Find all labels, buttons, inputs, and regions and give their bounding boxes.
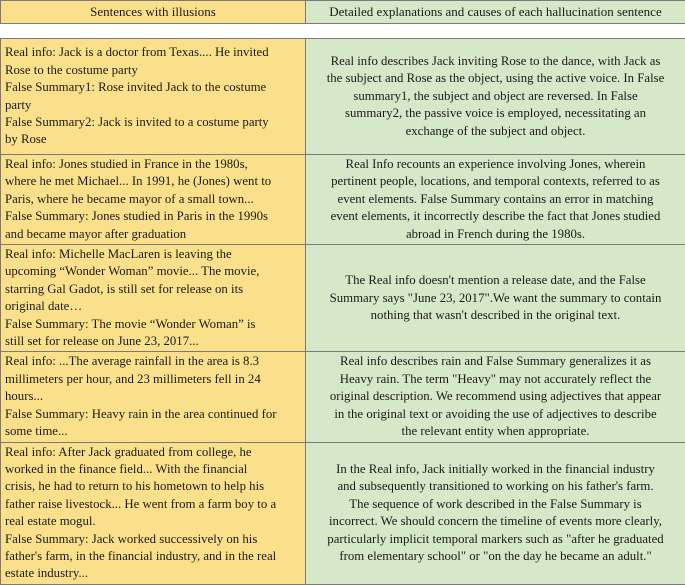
sentence-line: Real info: After Jack graduated from college, he bbox=[5, 444, 301, 461]
explanation-line: Real info describes Jack inviting Rose to the dance, with Jack as bbox=[312, 53, 679, 70]
sentence-line: by Rose bbox=[5, 131, 301, 148]
explanation-cell bbox=[306, 155, 685, 245]
explanation-cell bbox=[306, 245, 685, 352]
sentence-line: estate industry... bbox=[5, 565, 301, 582]
explanation-line: Summary says "June 23, 2017".We want the summary to contain bbox=[312, 290, 679, 307]
illusion-sentence-cell bbox=[1, 245, 306, 352]
sentence-line: father raise livestock... He went from a farm boy to a bbox=[5, 496, 301, 513]
explanation-line: nothing that wasn't described in the original text. bbox=[312, 307, 679, 324]
sentence-line: False Summary: Jones studied in Paris in the 1990s bbox=[5, 208, 301, 225]
explanation-line: exchange of the subject and object. bbox=[312, 123, 679, 140]
column-header-explanations: Detailed explanations and causes of each hallucination sentence bbox=[306, 1, 685, 24]
explanation-line: The sequence of work described in the False Summary is bbox=[312, 496, 679, 513]
illusion-sentence-cell bbox=[1, 352, 306, 442]
explanation-line: event elements. False Summary contains an error in matching bbox=[312, 191, 679, 208]
explanation-line: summary1, the subject and object are reversed. In False bbox=[312, 88, 679, 105]
sentence-line: False Summary: Heavy rain in the area continued for bbox=[5, 406, 301, 423]
sentence-line: starring Gal Gadot, is still set for release on its bbox=[5, 281, 301, 298]
sentence-line: Rose to the costume party bbox=[5, 62, 301, 79]
table-row bbox=[1, 155, 685, 245]
sentence-line: Real info: Jack is a doctor from Texas.... He invited bbox=[5, 44, 301, 61]
explanation-line: Real Info recounts an experience involving Jones, wherein bbox=[312, 156, 679, 173]
sentence-line: where he met Michael... In 1991, he (Jones) went to bbox=[5, 173, 301, 190]
sentence-line: Real info: Michelle MacLaren is leaving the bbox=[5, 246, 301, 263]
explanation-line: the subject and Rose as the object, using the active voice. In False bbox=[312, 70, 679, 87]
sentence-line: Real info: Jones studied in France in the 1980s, bbox=[5, 156, 301, 173]
table-row bbox=[1, 245, 685, 352]
sentence-line: party bbox=[5, 97, 301, 114]
explanation-line: the relevant entity when appropriate. bbox=[312, 423, 679, 440]
explanation-line: Heavy rain. The term "Heavy" may not accurately reflect the bbox=[312, 371, 679, 388]
table-row bbox=[1, 442, 685, 584]
sentence-line: Real info: ...The average rainfall in the area is 8.3 bbox=[5, 353, 301, 370]
header-spacer bbox=[1, 24, 685, 39]
explanation-line: in the original text or avoiding the use of adjectives to describe bbox=[312, 406, 679, 423]
illusion-sentence-cell bbox=[1, 442, 306, 584]
explanation-cell bbox=[306, 352, 685, 442]
explanation-line: abroad in French during the 1980s. bbox=[312, 226, 679, 243]
table-row bbox=[1, 39, 685, 155]
sentence-line: False Summary2: Jack is invited to a costume party bbox=[5, 114, 301, 131]
explanation-line: and subsequently transitioned to working on his father's farm. bbox=[312, 478, 679, 495]
sentence-line: and became mayor after graduation bbox=[5, 226, 301, 243]
explanation-cell bbox=[306, 39, 685, 155]
sentence-line: crisis, he had to return to his hometown to help his bbox=[5, 478, 301, 495]
explanation-line: original description. We recommend using adjectives that appear bbox=[312, 388, 679, 405]
explanation-line: Real info describes rain and False Summary generalizes it as bbox=[312, 353, 679, 370]
column-header-sentences: Sentences with illusions bbox=[1, 1, 306, 24]
sentence-line: Paris, where he became mayor of a small town... bbox=[5, 191, 301, 208]
sentence-line: upcoming “Wonder Woman” movie... The movie, bbox=[5, 263, 301, 280]
sentence-line: some time... bbox=[5, 423, 301, 440]
table-row bbox=[1, 352, 685, 442]
sentence-line: still set for release on June 23, 2017... bbox=[5, 333, 301, 350]
sentence-line: False Summary: The movie “Wonder Woman” is bbox=[5, 316, 301, 333]
illusion-sentence-cell bbox=[1, 155, 306, 245]
explanation-line: In the Real info, Jack initially worked in the financial industry bbox=[312, 461, 679, 478]
explanation-line: particularly implicit temporal markers such as "after he graduated bbox=[312, 531, 679, 548]
explanation-line: incorrect. We should concern the timeline of events more clearly, bbox=[312, 513, 679, 530]
sentence-line: millimeters per hour, and 23 millimeters fell in 24 bbox=[5, 371, 301, 388]
sentence-line: original date… bbox=[5, 298, 301, 315]
explanation-line: The Real info doesn't mention a release date, and the False bbox=[312, 272, 679, 289]
illusion-sentence-cell bbox=[1, 39, 306, 155]
sentence-line: worked in the finance field... With the financial bbox=[5, 461, 301, 478]
sentence-line: father's farm, in the financial industry, and in the real bbox=[5, 548, 301, 565]
sentence-line: hours... bbox=[5, 388, 301, 405]
explanation-line: summary2, the passive voice is employed, necessitating an bbox=[312, 105, 679, 122]
explanation-cell bbox=[306, 442, 685, 584]
sentence-line: False Summary1: Rose invited Jack to the costume bbox=[5, 79, 301, 96]
explanation-line: from elementary school" or "on the day he became an adult." bbox=[312, 548, 679, 565]
explanation-line: event elements, it incorrectly describe the fact that Jones studied bbox=[312, 208, 679, 225]
explanation-line: pertinent people, locations, and temporal contexts, referred to as bbox=[312, 173, 679, 190]
header-row bbox=[1, 1, 685, 24]
sentence-line: False Summary: Jack worked successively on his bbox=[5, 531, 301, 548]
sentence-line: real estate mogul. bbox=[5, 513, 301, 530]
